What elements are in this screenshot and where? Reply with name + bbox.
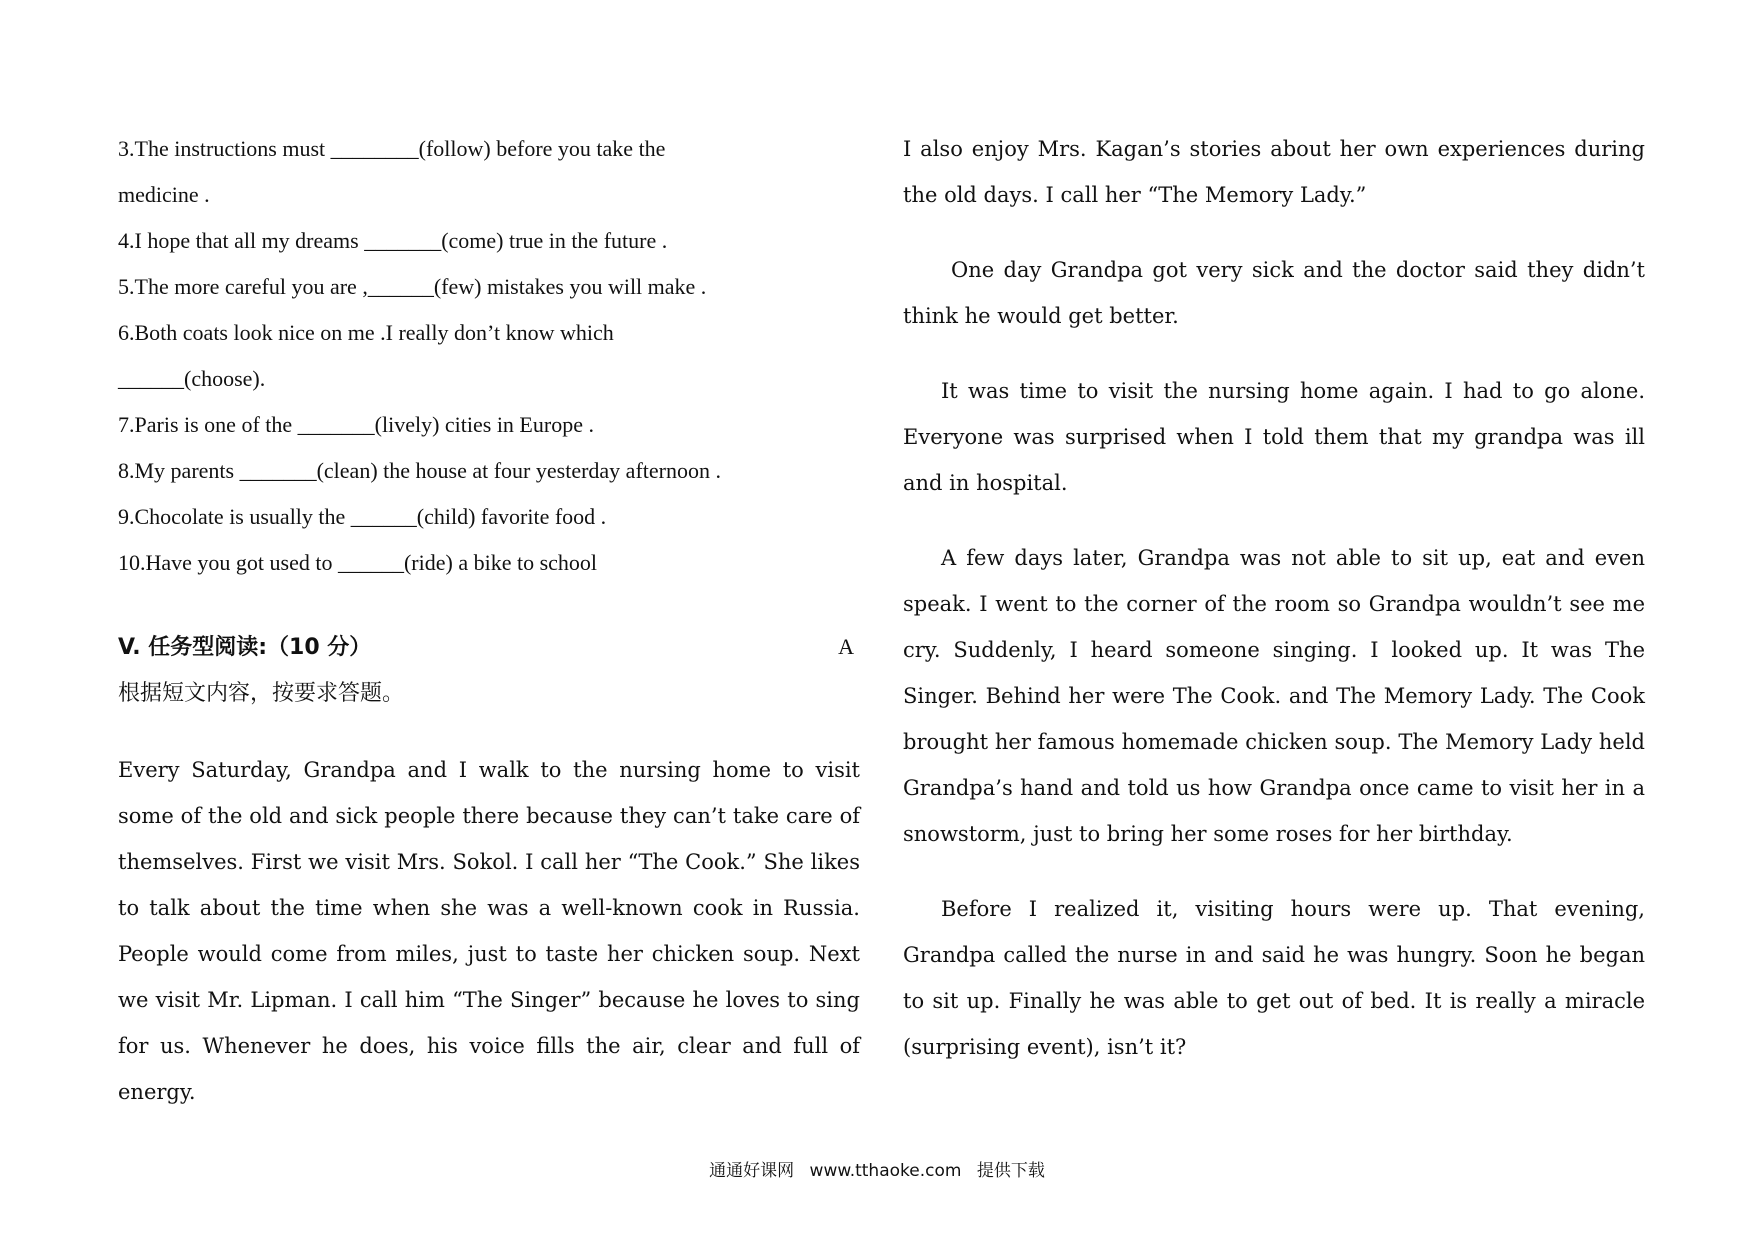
page-footer bbox=[0, 1156, 1754, 1181]
question-9: 9.Chocolate is usually the ______(child) favorite food . bbox=[118, 504, 607, 529]
footer-tagline: 提供下载 bbox=[976, 1161, 1045, 1181]
question-5: 5.The more careful you are ,______(few) mistakes you will make . bbox=[118, 274, 707, 299]
passage-paragraph: A few days later, Grandpa was not able to sit up, eat and even speak. I went to the corner of the room so Grandpa wouldn’t see me cry. Suddenly, I heard someone singing. I looked up. It was The Singer. Behind her were The Cook. and The Memory Lady. The Cook brought her famous homemade chicken soup. The Memory Lady held Grandpa’s hand and told us how Grandpa once came to visit her in a snowstorm, just to bring her some roses for her birthday. bbox=[903, 546, 1645, 846]
passage-paragraph: Every Saturday, Grandpa and I walk to the nursing home to visit some of the old and sick people there because they can’t take care of themselves. First we visit Mrs. Sokol. I call her “The Cook.” She likes to talk about the time when she was a well-known cook in Russia. People would come from miles, just to taste her chicken soup. Next we visit Mr. Lipman. I call him “The Singer” because he loves to sing for us. Whenever he does, his voice fills the air, clear and full of energy. bbox=[118, 758, 860, 1104]
passage-paragraph: One day Grandpa got very sick and the doctor said they didn’t think he would get better. bbox=[903, 258, 1645, 328]
section-heading bbox=[118, 624, 860, 671]
right-column bbox=[903, 126, 1645, 1070]
section-instruction: 根据短文内容，按要求答题。 bbox=[118, 681, 405, 706]
question-4: 4.I hope that all my dreams _______(come) true in the future . bbox=[118, 228, 668, 253]
question-7: 7.Paris is one of the _______(lively) cities in Europe . bbox=[118, 412, 594, 437]
question-8: 8.My parents _______(clean) the house at four yesterday afternoon . bbox=[118, 458, 721, 483]
passage-paragraph: It was time to visit the nursing home again. I had to go alone. Everyone was surprised when I told them that my grandpa was ill and in hospital. bbox=[903, 379, 1645, 495]
passage-paragraph: Before I realized it, visiting hours were up. That evening, Grandpa called the nurse in and said he was hungry. Soon he began to sit up. Finally he was able to get out of bed. It is really a miracle (surprising event), isn’t it? bbox=[903, 897, 1645, 1059]
fill-in-questions bbox=[118, 126, 860, 586]
question-3: 3.The instructions must ________(follow) before you take the medicine . bbox=[118, 136, 666, 207]
footer-site-name: 通通好课网 bbox=[709, 1161, 795, 1181]
question-10: 10.Have you got used to ______(ride) a bike to school bbox=[118, 550, 598, 575]
left-column bbox=[118, 126, 860, 1115]
passage-paragraph: I also enjoy Mrs. Kagan’s stories about her own experiences during the old days. I call her “The Memory Lady.” bbox=[903, 137, 1645, 207]
question-6: 6.Both coats look nice on me .I really don’t know which ______(choose). bbox=[118, 320, 614, 391]
section-title: V. 任务型阅读:（10 分） bbox=[118, 635, 372, 660]
passage-label: A bbox=[838, 634, 854, 659]
footer-url: www.tthaoke.com bbox=[809, 1161, 962, 1181]
